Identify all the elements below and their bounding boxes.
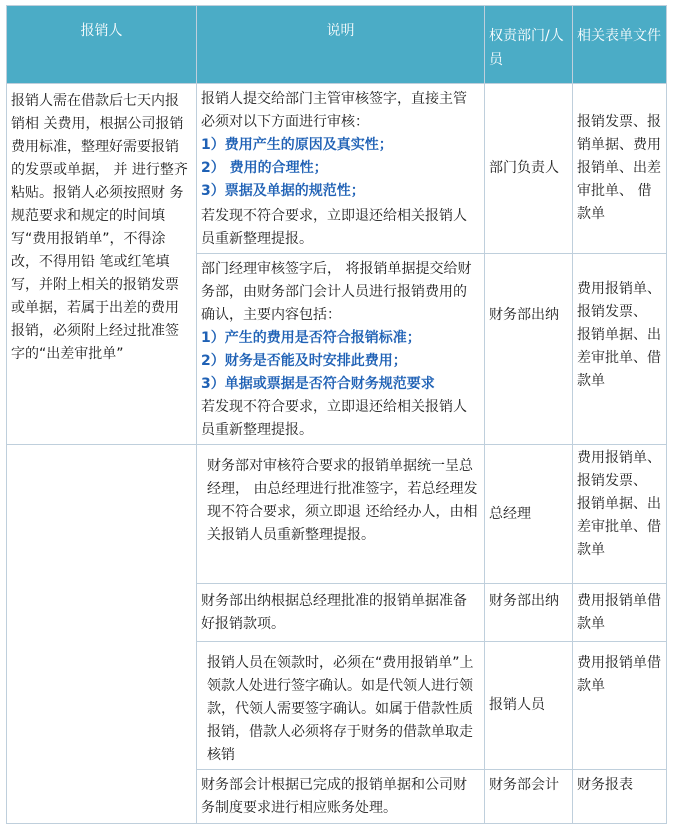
related-forms-cell: 费用报销单借款单 bbox=[573, 584, 667, 642]
description-cell bbox=[197, 84, 485, 254]
check-point: 3）票据及单据的规范性； bbox=[201, 183, 365, 199]
check-point: 1）产生的费用是否符合报销标准； bbox=[201, 330, 421, 346]
responsible-dept-cell: 总经理 bbox=[485, 445, 573, 584]
related-forms-cell: 费用报销单、报销发票、 报销单据、出差审批单、借款单 bbox=[573, 445, 667, 584]
responsible-dept-cell: 财务部会计 bbox=[485, 770, 573, 824]
check-point: 3）单据或票据是否符合财务规范要求 bbox=[201, 376, 435, 392]
description-cell: 财务部会计根据已完成的报销单据和公司财务制度要求进行相应账务处理。 bbox=[197, 770, 485, 824]
header-related-forms: 相关表单文件 bbox=[573, 6, 667, 84]
responsible-dept-cell: 财务部出纳 bbox=[485, 584, 573, 642]
related-forms-cell: 报销发票、报销单据、费用报销单、出差审批单、 借款单 bbox=[573, 84, 667, 254]
responsible-dept-cell: 财务部出纳 bbox=[485, 254, 573, 445]
responsible-dept-cell: 报销人员 bbox=[485, 642, 573, 770]
table-row bbox=[7, 445, 667, 584]
description-cell: 报销人员在领款时，必须在“费用报销单”上领款人处进行签字确认。如是代领人进行领款，代领人需要签字确认。如属于借款性质报销，借款人必须将存于财务的借款单取走核销 bbox=[197, 642, 485, 770]
related-forms-cell: 财务报表 bbox=[573, 770, 667, 824]
description-intro: 部门经理审核签字后， 将报销单据提交给财务部，由财务部门会计人员进行报销费用的确认，主要内容包括： bbox=[201, 261, 472, 323]
description-outro: 若发现不符合要求，立即退还给相关报销人员重新整理提报。 bbox=[201, 399, 467, 438]
header-description: 说明 bbox=[197, 6, 485, 84]
reimburser-note-cell bbox=[7, 84, 197, 445]
header-reimburser: 报销人 bbox=[7, 6, 197, 84]
check-point: 2）财务是否能及时安排此费用； bbox=[201, 353, 407, 369]
responsible-dept-cell: 部门负责人 bbox=[485, 84, 573, 254]
description-cell: 财务部出纳根据总经理批准的报销单据准备好报销款项。 bbox=[197, 584, 485, 642]
description-intro: 报销人提交给部门主管审核签字，直接主管必须对以下方面进行审核： bbox=[201, 91, 467, 130]
description-outro: 若发现不符合要求，立即退还给相关报销人员重新整理提报。 bbox=[201, 208, 467, 247]
related-forms-cell: 费用报销单借款单 bbox=[573, 642, 667, 770]
table-row bbox=[7, 84, 667, 254]
reimbursement-process-table bbox=[6, 5, 667, 824]
check-point: 1）费用产生的原因及真实性； bbox=[201, 137, 393, 153]
check-point: 2） 费用的合理性； bbox=[201, 160, 328, 176]
header-responsible-dept: 权责部门/人员 bbox=[485, 6, 573, 84]
reimburser-note: 报销人需在借款后七天内报销相 关费用，根据公司报销费用标准，整理好需要报销的发票或单据， 并 进行整齐粘贴。报销人必须按照财 务规范要求和规定的时间填写“费用报销单”，不得涂改，不得用铅 笔或红笔填写，并附上相关的报销发票或单据，若属于出差的费用报销，必须附上经过批准签字的“出差审批单” bbox=[11, 93, 188, 362]
table-header-row bbox=[7, 6, 667, 84]
description-cell bbox=[197, 254, 485, 445]
description-cell: 财务部对审核符合要求的报销单据统一呈总经理， 由总经理进行批准签字，若总经理发现不符合要求，须立即退 还给经办人，由相关报销人员重新整理提报。 bbox=[197, 445, 485, 584]
empty-cell bbox=[7, 445, 197, 824]
related-forms-cell: 费用报销单、报销发票、 报销单据、出差审批单、借款单 bbox=[573, 254, 667, 445]
